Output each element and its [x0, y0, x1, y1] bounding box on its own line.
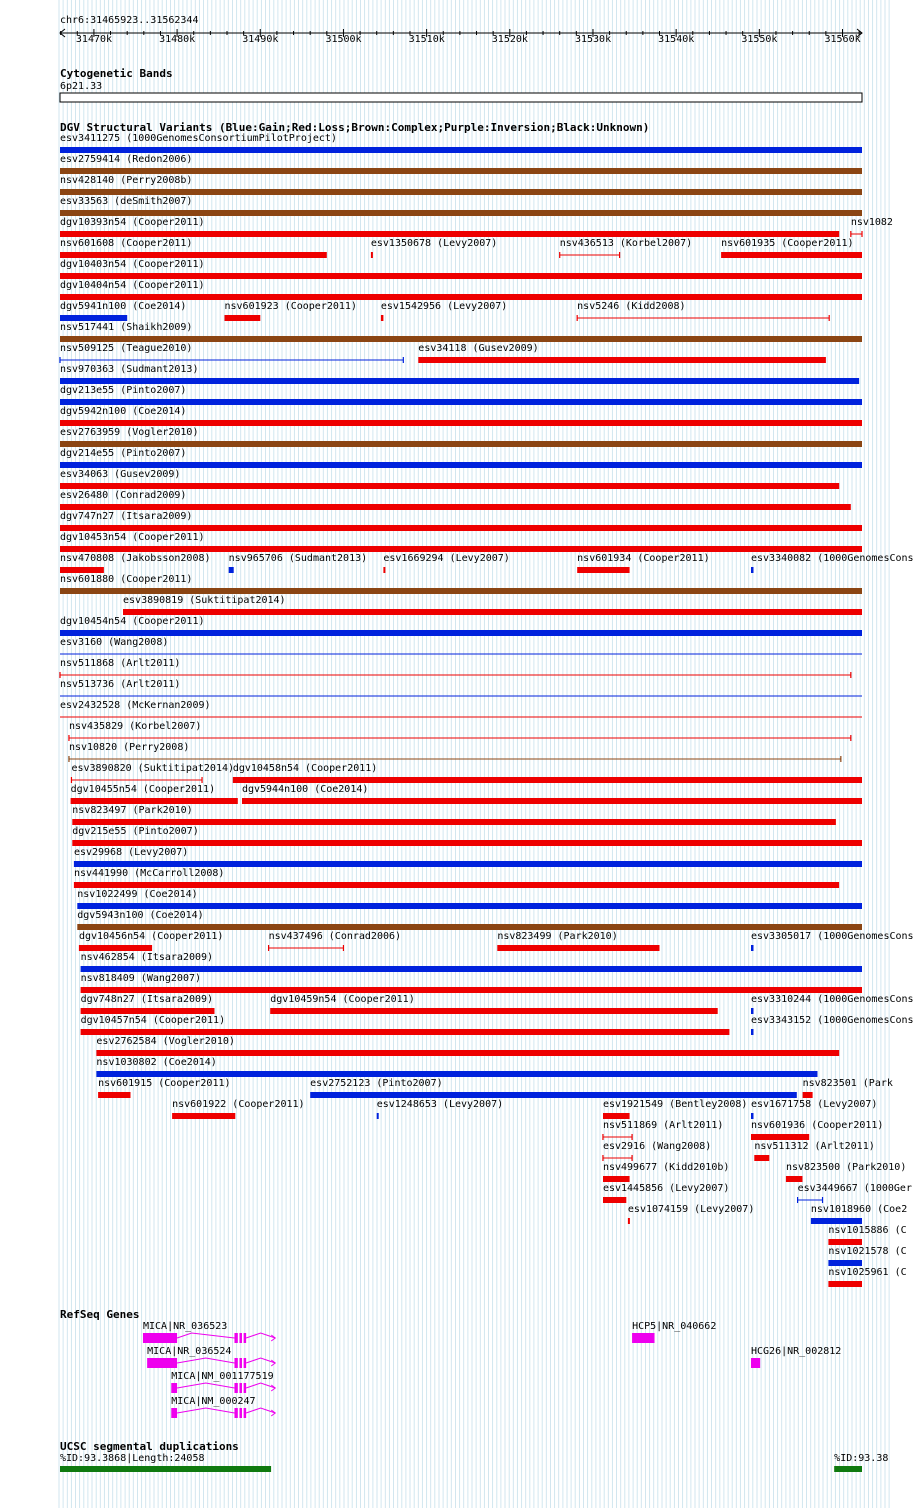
dgv-feature-label: nsv470808 (Jakobsson2008): [60, 553, 211, 564]
dgv-feature-label: nsv441990 (McCarroll2008): [73, 868, 225, 879]
dgv-feature-bar: [60, 630, 862, 636]
dgv-feature-bar: [81, 1029, 730, 1035]
dgv-feature-label: nsv965706 (Sudmant2013): [228, 553, 368, 564]
dgv-feature-bar: [74, 861, 862, 867]
dgv-feature-label: nsv1025961 (C: [828, 1267, 907, 1278]
gene-exon: [171, 1408, 177, 1418]
dgv-feature-label: esv2763959 (Vogler2010): [60, 427, 199, 438]
ruler-tick-label: 31560k: [824, 34, 861, 45]
dgv-feature-bar: [786, 1176, 803, 1182]
dgv-feature-label: dgv10456n54 (Cooper2011): [78, 931, 224, 942]
dgv-feature-label: esv33563 (deSmith2007): [60, 196, 193, 207]
dgv-feature-bar: [225, 315, 261, 321]
dgv-feature-label: esv2752123 (Pinto2007): [310, 1078, 443, 1089]
ruler-tick-label: 31530k: [574, 34, 612, 45]
dgv-feature-label: esv3160 (Wang2008): [60, 637, 169, 648]
dgv-feature-label: esv3411275 (1000GenomesConsortiumPilotProject): [60, 133, 337, 144]
gene-exon: [171, 1383, 177, 1393]
dgv-feature-bar: [81, 987, 862, 993]
dgv-feature-label: dgv10403n54 (Cooper2011): [60, 259, 205, 270]
dgv-feature-bar: [811, 1218, 862, 1224]
dgv-feature-label: dgv10404n54 (Cooper2011): [60, 280, 205, 291]
gene-exon: [147, 1358, 177, 1368]
dgv-feature-label: nsv818409 (Wang2007): [80, 973, 202, 984]
dgv-feature-label: nsv1021578 (C: [828, 1246, 907, 1257]
gene-exon: [751, 1358, 760, 1368]
ruler-tick-label: 31490k: [242, 34, 279, 45]
dgv-feature-label: nsv1082: [850, 217, 893, 228]
dgv-feature-bar: [60, 441, 862, 447]
dgv-feature-label: esv3340082 (1000GenomesCons: [751, 553, 914, 564]
dgv-feature-label: esv1445856 (Levy2007): [602, 1183, 730, 1194]
dgv-feature-label: esv3343152 (1000GenomesCons: [751, 1015, 914, 1026]
gene-strand-arrow: [271, 1360, 275, 1366]
dgv-feature-label: dgv213e55 (Pinto2007): [60, 385, 187, 396]
dgv-feature-label: esv3449667 (1000Ger: [797, 1183, 912, 1194]
dgv-feature-bar: [60, 294, 862, 300]
dgv-feature-bar: [77, 924, 862, 930]
dgv-feature-label: esv1248653 (Levy2007): [376, 1099, 504, 1110]
dgv-feature-label: nsv511312 (Arlt2011): [754, 1141, 875, 1152]
dgv-feature-label: nsv823497 (Park2010): [72, 805, 193, 816]
dgv-feature-label: esv3305017 (1000GenomesCons: [751, 931, 914, 942]
gene-exon: [234, 1358, 237, 1368]
dgv-feature-bar: [242, 798, 862, 804]
cytoband-label: 6p21.33: [60, 81, 103, 92]
dgv-feature-label: esv1074159 (Levy2007): [627, 1204, 755, 1215]
dgv-feature-label: nsv1018960 (Coe2: [810, 1204, 908, 1215]
dgv-feature-label: esv34118 (Gusev2009): [418, 343, 539, 354]
dgv-feature-label: esv2432528 (McKernan2009): [60, 700, 211, 711]
dgv-feature-label: nsv517441 (Shaikh2009): [60, 322, 193, 333]
dgv-feature-bar: [603, 1197, 626, 1203]
dgv-feature-label: nsv601880 (Cooper2011): [60, 574, 193, 585]
ruler-locus: chr6:31465923..31562344: [60, 15, 199, 26]
dgv-feature-label: dgv10457n54 (Cooper2011): [80, 1015, 226, 1026]
dgv-feature-label: nsv513736 (Arlt2011): [60, 679, 181, 690]
gene-exon: [244, 1358, 246, 1368]
dgv-feature-label: nsv823499 (Park2010): [497, 931, 618, 942]
ruler-tick-label: 31520k: [491, 34, 528, 45]
gene-exon: [244, 1333, 246, 1343]
dgv-feature-label: nsv601934 (Cooper2011): [577, 553, 710, 564]
ruler-tick-label: 31540k: [658, 34, 695, 45]
dgv-feature-label: nsv823500 (Park2010): [785, 1162, 907, 1173]
dgv-feature-label: nsv601915 (Cooper2011): [98, 1078, 231, 1089]
dgv-feature-label: esv1921549 (Bentley2008): [602, 1099, 748, 1110]
segdup-bar: [60, 1466, 271, 1472]
dgv-feature-label: dgv10454n54 (Cooper2011): [60, 616, 205, 627]
dgv-feature-bar: [60, 168, 862, 174]
dgv-feature-bar: [72, 819, 836, 825]
dgv-feature-label: esv3890819 (Suktitipat2014): [123, 595, 286, 606]
dgv-feature-bar: [377, 1113, 379, 1119]
gene-exon: [239, 1383, 241, 1393]
dgv-feature-label: nsv436513 (Korbel2007): [559, 238, 693, 249]
gene-exon: [234, 1383, 237, 1393]
gene-label: HCG26|NR_002812: [751, 1346, 842, 1357]
dgv-feature-bar: [98, 1092, 130, 1098]
dgv-feature-bar: [628, 1218, 630, 1224]
segdup-label: %ID:93.3868|Length:24058: [60, 1453, 205, 1464]
dgv-feature-bar: [60, 546, 862, 552]
dgv-feature-bar: [60, 252, 327, 258]
dgv-feature-label: nsv435829 (Korbel2007): [68, 721, 202, 732]
dgv-feature-bar: [828, 1260, 862, 1266]
gene-label: MICA|NM_000247: [171, 1396, 256, 1407]
dgv-feature-label: dgv5943n100 (Coe2014): [77, 910, 204, 921]
dgv-feature-bar: [310, 1092, 797, 1098]
gene-strand-arrow: [271, 1385, 275, 1391]
dgv-feature-bar: [60, 378, 859, 384]
dgv-feature-label: esv29968 (Levy2007): [73, 847, 189, 858]
dgv-feature-label: dgv215e55 (Pinto2007): [72, 826, 199, 837]
cytoband-bar: [60, 93, 862, 102]
dgv-feature-bar: [60, 525, 862, 531]
dgv-feature-label: esv3890820 (Suktitipat2014): [71, 763, 235, 774]
dgv-feature-bar: [77, 903, 862, 909]
gene-exon: [239, 1408, 241, 1418]
dgv-feature-bar: [229, 567, 234, 573]
gene-exon: [632, 1333, 654, 1343]
dgv-feature-label: nsv601936 (Cooper2011): [751, 1120, 884, 1131]
gene-exon: [239, 1333, 241, 1343]
dgv-feature-label: dgv10458n54 (Cooper2011): [232, 763, 378, 774]
dgv-feature-bar: [751, 1029, 754, 1035]
dgv-feature-bar: [74, 882, 839, 888]
gene-label: HCP5|NR_040662: [632, 1321, 717, 1332]
dgv-feature-bar: [96, 1071, 817, 1077]
dgv-feature-label: dgv10459n54 (Cooper2011): [270, 994, 415, 1005]
dgv-feature-bar: [60, 147, 862, 153]
dgv-feature-label: nsv462854 (Itsara2009): [80, 952, 214, 963]
dgv-feature-bar: [721, 252, 862, 258]
dgv-feature-bar: [751, 1008, 754, 1014]
dgv-feature-label: esv3310244 (1000GenomesCons: [751, 994, 914, 1005]
track-title-cytobands: Cytogenetic Bands: [60, 67, 173, 80]
dgv-feature-bar: [60, 336, 862, 342]
dgv-feature-bar: [371, 252, 373, 258]
dgv-feature-label: esv1350678 (Levy2007): [370, 238, 498, 249]
dgv-feature-label: nsv970363 (Sudmant2013): [60, 364, 199, 375]
dgv-feature-label: nsv601935 (Cooper2011): [721, 238, 854, 249]
dgv-feature-bar: [60, 399, 862, 405]
ruler-tick-label: 31510k: [408, 34, 445, 45]
dgv-feature-bar: [172, 1113, 235, 1119]
dgv-feature-bar: [60, 483, 839, 489]
dgv-feature-bar: [828, 1239, 862, 1245]
dgv-feature-label: esv2762584 (Vogler2010): [96, 1036, 235, 1047]
dgv-feature-label: dgv10453n54 (Cooper2011): [60, 532, 205, 543]
dgv-feature-label: dgv748n27 (Itsara2009): [80, 994, 214, 1005]
dgv-feature-bar: [123, 609, 862, 615]
dgv-feature-bar: [81, 1008, 215, 1014]
dgv-feature-label: dgv5941n100 (Coe2014): [60, 301, 187, 312]
gene-strand-arrow: [271, 1410, 275, 1416]
dgv-feature-bar: [803, 1092, 813, 1098]
dgv-feature-label: esv1671758 (Levy2007): [751, 1099, 878, 1110]
dgv-feature-label: dgv214e55 (Pinto2007): [60, 448, 187, 459]
gene-intron: [177, 1358, 275, 1363]
gene-exon: [244, 1408, 246, 1418]
gene-label: MICA|NR_036524: [147, 1346, 232, 1357]
dgv-feature-label: nsv511868 (Arlt2011): [60, 658, 181, 669]
track-title-refseq: RefSeq Genes: [60, 1308, 140, 1321]
track-title-segdup: UCSC segmental duplications: [60, 1440, 239, 1453]
gene-intron: [177, 1333, 275, 1338]
ruler-tick-label: 31480k: [159, 34, 196, 45]
dgv-feature-bar: [60, 273, 862, 279]
gene-label: MICA|NM_001177519: [171, 1371, 274, 1382]
dgv-feature-label: nsv1015886 (C: [828, 1225, 907, 1236]
dgv-feature-label: nsv511869 (Arlt2011): [602, 1120, 724, 1131]
dgv-feature-label: dgv5942n100 (Coe2014): [60, 406, 187, 417]
dgv-feature-bar: [828, 1281, 862, 1287]
gene-intron: [177, 1383, 275, 1388]
dgv-feature-bar: [497, 945, 659, 951]
dgv-feature-label: nsv601608 (Cooper2011): [60, 238, 193, 249]
segdup-label: %ID:93.38: [834, 1453, 889, 1464]
dgv-feature-bar: [418, 357, 826, 363]
dgv-feature-label: nsv509125 (Teague2010): [60, 343, 193, 354]
dgv-feature-bar: [751, 1113, 754, 1119]
track-title-dgv: DGV Structural Variants (Blue:Gain;Red:Loss;Brown:Complex;Purple:Inversion;Black:Unknown): [60, 121, 650, 134]
dgv-feature-label: esv1542956 (Levy2007): [380, 301, 508, 312]
dgv-feature-bar: [60, 588, 862, 594]
dgv-feature-bar: [81, 966, 862, 972]
gene-strand-arrow: [271, 1335, 275, 1341]
dgv-feature-bar: [72, 840, 862, 846]
dgv-feature-bar: [60, 231, 839, 237]
dgv-feature-bar: [603, 1113, 630, 1119]
dgv-feature-bar: [79, 945, 152, 951]
dgv-feature-label: esv2759414 (Redon2006): [60, 154, 193, 165]
dgv-feature-label: nsv10820 (Perry2008): [68, 742, 190, 753]
dgv-feature-label: dgv5944n100 (Coe2014): [241, 784, 369, 795]
dgv-feature-bar: [381, 315, 384, 321]
dgv-feature-label: nsv437496 (Conrad2006): [268, 931, 402, 942]
dgv-feature-bar: [270, 1008, 718, 1014]
dgv-feature-bar: [751, 1134, 809, 1140]
dgv-feature-bar: [754, 1155, 769, 1161]
ruler-tick-label: 31470k: [75, 34, 113, 45]
dgv-feature-bar: [383, 567, 385, 573]
dgv-feature-bar: [60, 504, 851, 510]
dgv-feature-label: esv2916 (Wang2008): [602, 1141, 712, 1152]
dgv-feature-label: nsv1022499 (Coe2014): [77, 889, 198, 900]
dgv-feature-label: dgv10455n54 (Cooper2011): [70, 784, 216, 795]
dgv-feature-bar: [96, 1050, 839, 1056]
dgv-feature-bar: [60, 462, 862, 468]
segdup-bar: [834, 1466, 862, 1472]
dgv-feature-label: dgv747n27 (Itsara2009): [60, 511, 193, 522]
dgv-feature-bar: [60, 420, 862, 426]
dgv-feature-label: esv26480 (Conrad2009): [60, 490, 187, 501]
dgv-feature-bar: [60, 189, 862, 195]
dgv-feature-bar: [60, 210, 862, 216]
dgv-feature-label: nsv428140 (Perry2008b): [60, 175, 193, 186]
gene-exon: [239, 1358, 241, 1368]
gene-exon: [143, 1333, 149, 1343]
dgv-feature-label: esv34063 (Gusev2009): [60, 469, 181, 480]
dgv-feature-bar: [233, 777, 862, 783]
dgv-feature-bar: [71, 798, 238, 804]
gene-exon: [234, 1333, 237, 1343]
dgv-feature-bar: [60, 315, 127, 321]
dgv-feature-bar: [751, 567, 754, 573]
dgv-feature-label: nsv5246 (Kidd2008): [577, 301, 686, 312]
ruler-tick-label: 31550k: [741, 34, 778, 45]
dgv-feature-bar: [577, 567, 629, 573]
dgv-feature-bar: [751, 945, 754, 951]
dgv-feature-label: esv1669294 (Levy2007): [383, 553, 510, 564]
dgv-feature-bar: [603, 1176, 630, 1182]
dgv-feature-label: nsv1030802 (Coe2014): [96, 1057, 217, 1068]
dgv-feature-label: nsv601922 (Cooper2011): [172, 1099, 305, 1110]
dgv-feature-bar: [60, 567, 104, 573]
dgv-feature-label: nsv823501 (Park: [802, 1078, 893, 1089]
dgv-feature-label: dgv10393n54 (Cooper2011): [60, 217, 205, 228]
gene-intron: [177, 1408, 275, 1413]
gene-exon: [234, 1408, 237, 1418]
gene-label: MICA|NR_036523: [142, 1321, 228, 1332]
dgv-feature-label: nsv601923 (Cooper2011): [224, 301, 357, 312]
ruler-tick-label: 31500k: [325, 34, 362, 45]
dgv-feature-label: nsv499677 (Kidd2010b): [602, 1162, 730, 1173]
gene-exon: [244, 1383, 246, 1393]
